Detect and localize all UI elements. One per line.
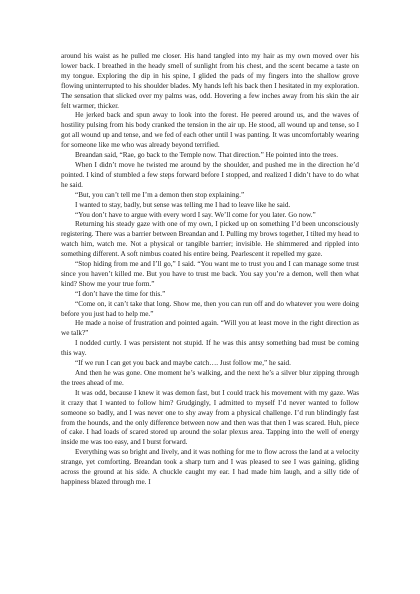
paragraph: I wanted to stay, badly, but sense was telling me I had to leave like he said. — [75, 200, 291, 209]
paragraph: And then he was gone. One moment he’s walking, and the next he’s a silver blur zipping through the trees ahead of me. — [61, 369, 359, 387]
paragraph: When I didn’t move he twisted me around by the shoulder, and pushed me in the direction he’d pointed. I kind of stumbled a few steps forward before I stopped, and realized I didn’t have to do what he said. — [61, 160, 359, 189]
paragraph: around his waist as he pulled me closer. His hand tangled into my hair as my own moved over his lower back. I breathed in the heady smell of sunlight from his chest, and the scent became a taste on my tongue. Exploring the dip in his spine, I glided the pads of my fingers into the shallow grove flowing uninterrupted to his shoulder blades. My hands left his back then I hesitated in my exploration. The sensation that slicked over my palms was, odd. Hovering a few inches away from his skin the air felt warmer, thicker. — [61, 52, 359, 110]
paragraph: I nodded curtly. I was persistent not stupid. If he was this antsy something bad must be coming this way. — [61, 339, 359, 358]
body-text — [61, 52, 359, 488]
paragraph: “I don’t have the time for this.” — [75, 289, 166, 298]
paragraph: It was odd, because I knew it was demon fast, but I could track his movement with my gaze. Was it crazy that I wanted to follow him? Grudgingly, I admitted to myself I’d never wanted to follow someone so badly, and I was never one to shy away from a physical challenge. I’d run blindingly fast from the hounds, and the only difference between now and then was that then I was scared. Huh, piece of cake. I had loads of scared stored up around the solar plexus area. Tapping into the well of energy inside me was too easy, and I burst forward. — [61, 388, 359, 447]
paragraph: Returning his steady gaze with one of my own, I picked up on something I’d been unconsciously registering. There was a barrier between Breandan and I. Pulling my brows together, I tilted my head to watch him, watch me. Not a physical or tangible barrier; invisible. He shimmered and rippled into something different. A soft nimbus coated his entire being. Pearlescent it repelled my gaze. — [61, 220, 359, 259]
paragraph: “You don’t have to argue with every word I say. We’ll come for you later. Go now.” — [75, 210, 316, 219]
paragraph: “Come on, it can’t take that long. Show me, then you can run off and do whatever you were doing before you just had to help me.” — [61, 299, 359, 318]
paragraph: Everything was so bright and lively, and it was nothing for me to flow across the land at a velocity strange, yet comforting. Breandan took a sharp turn and I was pleased to see I was gaining, gliding across the ground at his side. A chuckle caught my ear. I had made him laugh, and a silly tide of happiness blazed through me. I — [61, 448, 359, 486]
paragraph: “But, you can’t tell me I’m a demon then stop explaining.” — [75, 190, 245, 199]
paragraph: He made a noise of frustration and pointed again. “Will you at least move in the right direction as we talk?” — [61, 319, 359, 338]
paragraph: He jerked back and spun away to look into the forest. He peered around us, and the waves of hostility pulsing from his body cranked the tension in the air up. He stood, all wound up and tense, so I got all wound up and tense, and we fed of each other until I was panting. It was uncomfortably wearing for someone like me who was already beyond terrified. — [61, 111, 359, 150]
paragraph: Breandan said, “Rae, go back to the Temple now. That direction.” He pointed into the trees. — [75, 151, 339, 160]
paragraph: “Stop hiding from me and I’ll go,” I said. “You want me to trust you and I can manage some trust since you haven’t killed me. But you have to trust me back. You say you’re a demon, well then what kind? Show me your true form.” — [61, 260, 359, 288]
paragraph: “If we run I can get you back and maybe catch…. Just follow me,” he said. — [75, 359, 291, 368]
